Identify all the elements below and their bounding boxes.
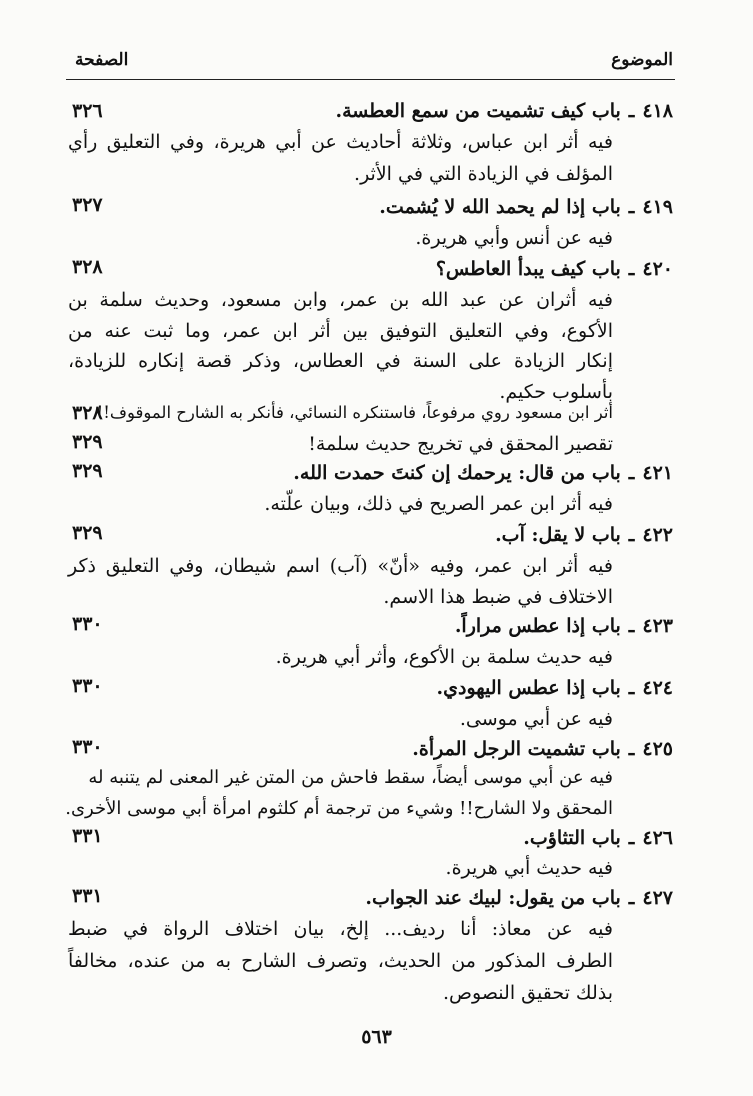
entry-427-line-1: فيه عن معاذ: أنا رديف... إلخ، بيان اختلاف الرواة في ضبط xyxy=(68,918,613,940)
entry-418-page: ٣٢٦ xyxy=(72,100,103,122)
entry-426-title: ٤٢٦ـباب التثاؤب. xyxy=(523,827,673,849)
entry-427-page: ٣٣١ xyxy=(72,885,103,907)
entry-421-page: ٣٢٩ xyxy=(72,460,103,482)
entry-427-title: ٤٢٧ـباب من يقول: لبيك عند الجواب. xyxy=(365,887,673,909)
entry-420-title: ٤٢٠ـباب كيف يبدأ العاطس؟ xyxy=(435,258,673,280)
entry-420-note-page: ٣٢٨ xyxy=(72,402,103,424)
entry-418-title: ٤١٨ـباب كيف تشميت من سمع العطسة. xyxy=(335,100,673,122)
entry-422-title: ٤٢٢ـباب لا يقل: آب. xyxy=(495,524,673,546)
entry-427-line-3: بذلك تحقيق النصوص. xyxy=(443,982,613,1004)
topic-column-header: الموضوع xyxy=(611,50,673,70)
entry-423-line-1: فيه حديث سلمة بن الأكوع، وأثر أبي هريرة. xyxy=(275,646,613,668)
entry-425-line-2: المحقق ولا الشارح!! وشيء من ترجمة أم كلثوم امرأة أبي موسى الأخرى. xyxy=(65,798,613,819)
entry-420-line-2: الأكوع، وفي التعليق التوفيق بين أثر ابن عمر، وما ثبت عنه من xyxy=(68,320,613,342)
entry-420-line-1: فيه أثران عن عبد الله بن عمر، وابن مسعود، وحديث سلمة بن xyxy=(68,289,613,311)
entry-420-note: أثر ابن مسعود روي مرفوعاً، فاستنكره النسائي، فأنكر به الشارح الموقوف!! xyxy=(96,403,613,422)
entry-420-remark-page: ٣٢٩ xyxy=(72,431,103,453)
entry-426-line-1: فيه حديث أبي هريرة. xyxy=(445,857,613,879)
entry-423-page: ٣٣٠ xyxy=(72,613,103,635)
entry-426-page: ٣٣١ xyxy=(72,825,103,847)
entry-425-page: ٣٣٠ xyxy=(72,736,103,758)
entry-419-title: ٤١٩ـباب إذا لم يحمد الله لا يُشمت. xyxy=(379,196,673,218)
entry-419-page: ٣٢٧ xyxy=(72,194,103,216)
entry-421-title: ٤٢١ـباب من قال: يرحمك إن كنتَ حمدت الله. xyxy=(293,462,673,484)
entry-425-line-1: فيه عن أبي موسى أيضاً، سقط فاحش من المتن غير المعنى لم يتنبه له xyxy=(88,767,613,788)
entry-422-page: ٣٢٩ xyxy=(72,522,103,544)
entry-418-line-1: فيه أثر ابن عباس، وثلاثة أحاديث عن أبي هريرة، وفي التعليق رأي xyxy=(68,131,613,153)
entry-419-line-1: فيه عن أنس وأبي هريرة. xyxy=(415,227,613,249)
header-rule xyxy=(66,79,675,80)
entry-418-line-2: المؤلف في الزيادة التي في الأثر. xyxy=(354,163,613,185)
entry-424-title: ٤٢٤ـباب إذا عطس اليهودي. xyxy=(436,677,673,699)
entry-424-line-1: فيه عن أبي موسى. xyxy=(459,708,613,730)
entry-421-line-1: فيه أثر ابن عمر الصريح في ذلك، وبيان علّته. xyxy=(264,493,613,515)
entry-420-line-4: بأسلوب حكيم. xyxy=(499,381,613,403)
page-number: ٥٦٣ xyxy=(361,1026,392,1048)
entry-423-title: ٤٢٣ـباب إذا عطس مراراً. xyxy=(454,615,673,637)
entry-427-line-2: الطرف المذكور من الحديث، وتصرف الشارح به من عنده، مخالفاً xyxy=(68,950,613,972)
page-column-header: الصفحة xyxy=(75,50,129,70)
entry-420-line-3: إنكار الزيادة على السنة في العطاس، وذكر قصة إنكاره للزيادة، xyxy=(68,350,613,372)
entry-422-line-2: الاختلاف في ضبط هذا الاسم. xyxy=(383,586,613,608)
entry-424-page: ٣٣٠ xyxy=(72,675,103,697)
entry-422-line-1: فيه أثر ابن عمر، وفيه «أنّ» (آب) اسم شيطان، وفي التعليق ذكر xyxy=(68,555,613,577)
entry-420-remark: تقصير المحقق في تخريج حديث سلمة! xyxy=(308,433,613,455)
entry-420-page: ٣٢٨ xyxy=(72,256,103,278)
entry-425-title: ٤٢٥ـباب تشميت الرجل المرأة. xyxy=(412,738,673,760)
